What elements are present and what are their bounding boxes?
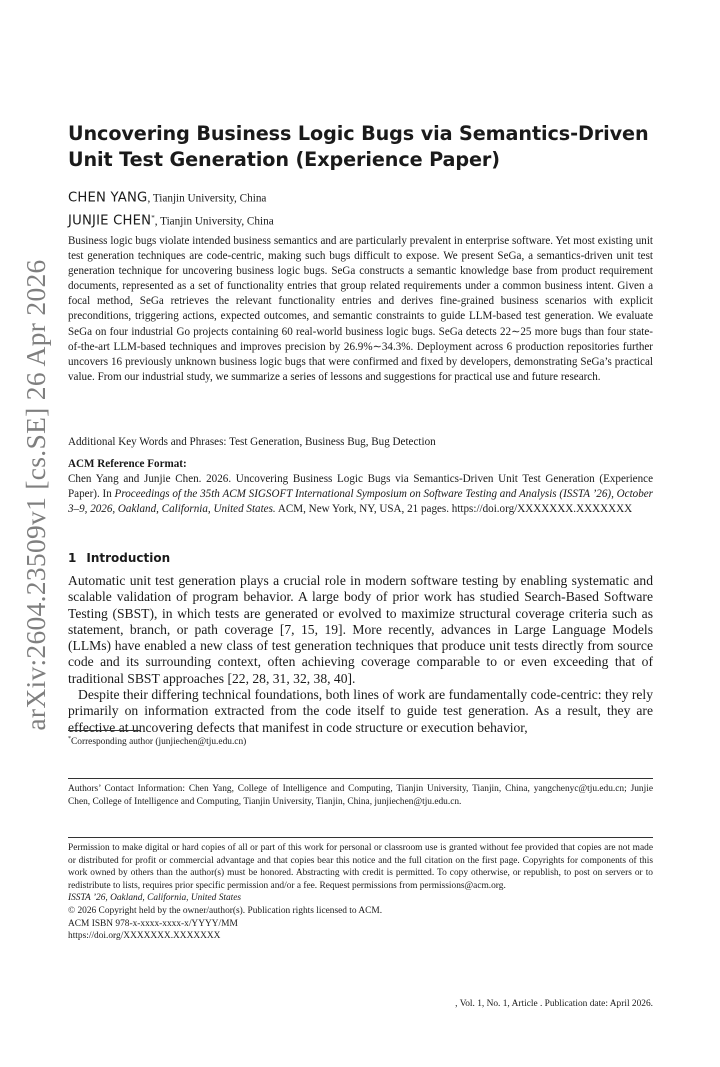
section-title: Introduction [86,551,171,565]
copyright-notice: © 2026 Copyright held by the owner/author(s). Publication rights licensed to ACM. [68,905,383,916]
permissions-divider [68,837,653,838]
corresponding-author-footnote [68,733,246,748]
contact-divider [68,778,653,779]
conference-venue: ISSTA ’26, Oakland, California, United States [68,893,242,904]
acm-isbn: ACM ISBN 978-x-xxxx-xxxx-x/YYYY/MM [68,918,238,929]
acm-reference-heading: ACM Reference Format: [68,458,187,470]
doi-link: https://doi.org/XXXXXXX.XXXXXXX [68,931,221,942]
author-line [68,209,274,232]
footnote-rule [68,730,140,731]
authors-contact-information: Authors’ Contact Information: Chen Yang, College of Intelligence and Computing, Tianjin University, Tianjin, China, yangchenyc@tju.edu.cn; Junjie Chen, College of Intelligence and Computing, Tianjin University, Tianjin, China, junjiechen@tju.edu.cn. [68,784,653,807]
author-block [68,186,274,231]
author-name: CHEN YANG [68,190,148,206]
keywords: Additional Key Words and Phrases: Test Generation, Business Bug, Bug Detection [68,436,436,448]
footnote-mark: * [68,736,71,742]
intro-paragraph: Despite their differing technical foundations, both lines of work are fundamentally code-centric: they rely primarily on information extracted from the code itself to guide test generation. As a result, they are effective at uncovering defects that manifest in code structure or execution behavior, [68,687,653,735]
footnote-text: Corresponding author (junjiechen@tju.edu.cn) [71,737,247,748]
author-affiliation: , Tianjin University, China [147,192,267,205]
author-name: JUNJIE CHEN [68,213,152,229]
arxiv-id-text: arXiv:2604.23509v1 [cs.SE] 26 Apr 2026 [20,259,51,731]
author-affiliation: , Tianjin University, China [154,215,274,228]
introduction-body [68,573,653,736]
intro-paragraph: Automatic unit test generation plays a crucial role in modern software testing by enabling systematic and scalable validation of program behavior. A large body of prior work has studied Search-Based Software Testing (SBST), in which tests are generated or evolved to maximize structural coverage criteria such as statement, branch, or path coverage [7, 15, 19]. More recently, advances in Large Language Models (LLMs) have enabled a new class of test generation techniques that produce unit tests directly from source code and its surrounding context, often achieving coverage comparable to or even exceeding that of traditional SBST approaches [22, 28, 31, 32, 38, 40]. [68,573,653,686]
acm-reference-format [68,457,653,517]
author-line [68,186,274,209]
abstract: Business logic bugs violate intended business semantics and are particularly prevalent in enterprise software. Yet most existing unit test generation techniques are code-centric, making such bugs difficult to expose. We present SeGa, a semantics-driven unit test generation technique for uncovering business logic bugs. SeGa constructs a semantic knowledge base from product requirement documents, represented as a set of functionality entries that group related requirements under a common business intent. Given a focal method, SeGa retrieves the relevant functionality entries and derives fine-grained business scenarios with explicit preconditions, triggering actions, expected outcomes, and semantic constraints to guide LLM-based test generation. We evaluate SeGa on four industrial Go projects containing 60 real-world business logic bugs. SeGa detects 22∼25 more bugs than four state-of-the-art LLM-based techniques and improves precision by 26.9%∼34.3%. Deployment across 6 production repositories further uncovers 16 previously unknown business logic bugs that were confirmed and fixed by developers, demonstrating SeGa’s practical value. From our industrial study, we summarize a series of lessons and suggestions for practical use and future research. [68,235,653,383]
permissions-block [68,842,653,943]
acm-reference-publisher: ACM, New York, NY, USA, 21 pages. https://doi.org/XXXXXXX.XXXXXXX [275,503,633,516]
acm-reference-venue: Proceedings of the 35th ACM SIGSOFT International Symposium on Software Testing and Analysis (ISSTA ’26), October 3–9, 2026, Oakland, California, United States. [68,488,653,516]
publication-footer: , Vol. 1, No. 1, Article . Publication date: April 2026. [455,999,653,1009]
corresponding-author-mark: * [151,213,155,222]
acm-reference-citation: Chen Yang and Junjie Chen. 2026. Uncovering Business Logic Bugs via Semantics-Driven Unit Test Generation (Experience Paper). In [68,473,653,501]
section-heading-introduction [68,551,170,565]
arxiv-sidebar-identifier [12,259,60,731]
section-number: 1 [68,551,77,565]
paper-title: Uncovering Business Logic Bugs via Semantics-Driven Unit Test Generation (Experience Paper) [68,122,649,171]
permissions-text: Permission to make digital or hard copies of all or part of this work for personal or classroom use is granted without fee provided that copies are not made or distributed for profit or commercial advantage and that copies bear this notice and the full citation on the first page. Copyrights for components of this work owned by others than the author(s) must be honored. Abstracting with credit is permitted. To copy otherwise, or republish, to post on servers or to redistribute to lists, requires prior specific permission and/or a fee. Request permissions from permissions@acm.org. [68,843,653,891]
